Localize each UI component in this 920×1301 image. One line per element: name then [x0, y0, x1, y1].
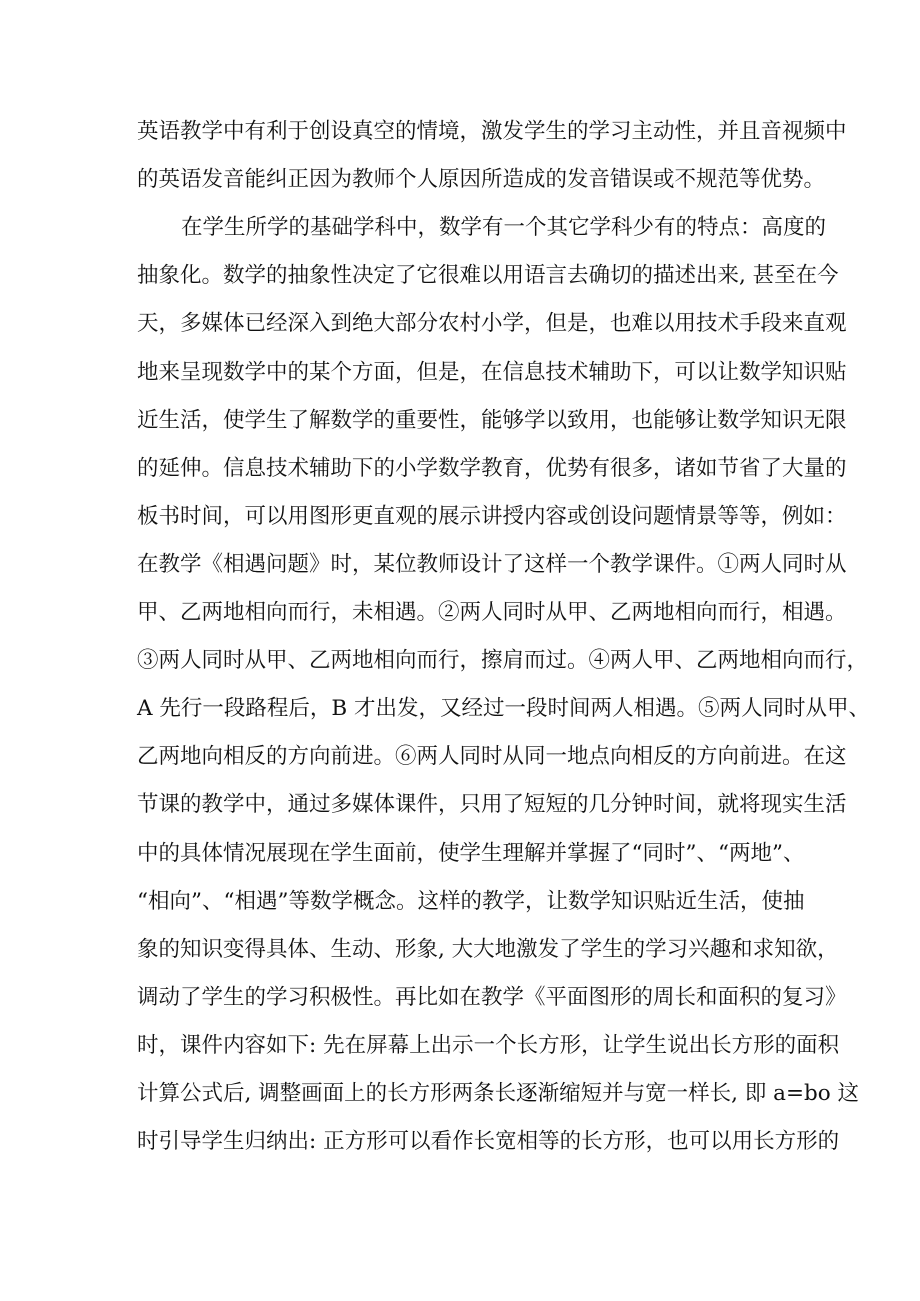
- paragraph-line: 地来呈现数学中的某个方面，但是，在信息技术辅助下，可以让数学知识贴: [137, 359, 847, 385]
- paragraph-line: 甲、乙两地相向而行，未相遇。②两人同时从甲、乙两地相向而行，相遇。: [137, 600, 847, 625]
- paragraph-line: A 先行一段路程后，B 才出发，又经过一段时间两人相遇。⑤两人同时从甲、: [137, 696, 870, 722]
- paragraph-line: ③两人同时从甲、乙两地相向而行，擦肩而过。④两人甲、乙两地相向而行，: [137, 648, 869, 674]
- paragraph-line: 板书时间，可以用图形更直观的展示讲授内容或创设问题情景等等，例如：: [137, 503, 847, 529]
- paragraph-line: 时，课件内容如下: 先在屏幕上出示一个长方形，让学生说出长方形的面积: [137, 1032, 840, 1058]
- paragraph-line: 在教学《相遇问题》时，某位教师设计了这样一个教学课件。①两人同时从: [137, 551, 847, 577]
- paragraph-line: 在学生所学的基础学科中，数学有一个其它学科少有的特点：高度的: [181, 215, 827, 241]
- paragraph-line: 的延伸。信息技术辅助下的小学数学教育，优势有很多，诸如节省了大量的: [137, 455, 847, 481]
- paragraph-line: 调动了学生的学习积极性。再比如在教学《平面图形的周长和面积的复习》: [137, 984, 847, 1010]
- paragraph-line: 计算公式后, 调整画面上的长方形两条长逐渐缩短并与宽一样长, 即 a=bo 这: [137, 1081, 860, 1106]
- paragraph-line: 象的知识变得具体、生动、形象, 大大地激发了学生的学习兴趣和求知欲，: [137, 936, 839, 962]
- paragraph-line: 中的具体情况展现在学生面前，使学生理解并掌握了“同时”、“两地”、: [137, 840, 805, 866]
- paragraph-line: “相向”、“相遇”等数学概念。这样的教学，让数学知识贴近生活，使抽: [137, 888, 805, 914]
- paragraph-line: 天，多媒体已经深入到绝大部分农村小学，但是，也难以用技术手段来直观: [137, 311, 847, 337]
- paragraph-line: 乙两地向相反的方向前进。⑥两人同时从同一地点向相反的方向前进。在这: [137, 744, 847, 770]
- paragraph-line: 抽象化。数学的抽象性决定了它很难以用语言去确切的描述出来, 甚至在今: [137, 263, 839, 289]
- paragraph-line: 英语教学中有利于创设真空的情境，激发学生的学习主动性，并且音视频中: [137, 119, 847, 144]
- paragraph-line: 时引导学生归纳出: 正方形可以看作长宽相等的长方形，也可以用长方形的: [137, 1129, 840, 1155]
- paragraph-line: 节课的教学中，通过多媒体课件，只用了短短的几分钟时间，就将现实生活: [137, 792, 847, 818]
- paragraph-line: 近生活，使学生了解数学的重要性，能够学以致用，也能够让数学知识无限: [137, 407, 847, 433]
- paragraph-line: 的英语发音能纠正因为教师个人原因所造成的发音错误或不规范等优势。: [137, 167, 826, 193]
